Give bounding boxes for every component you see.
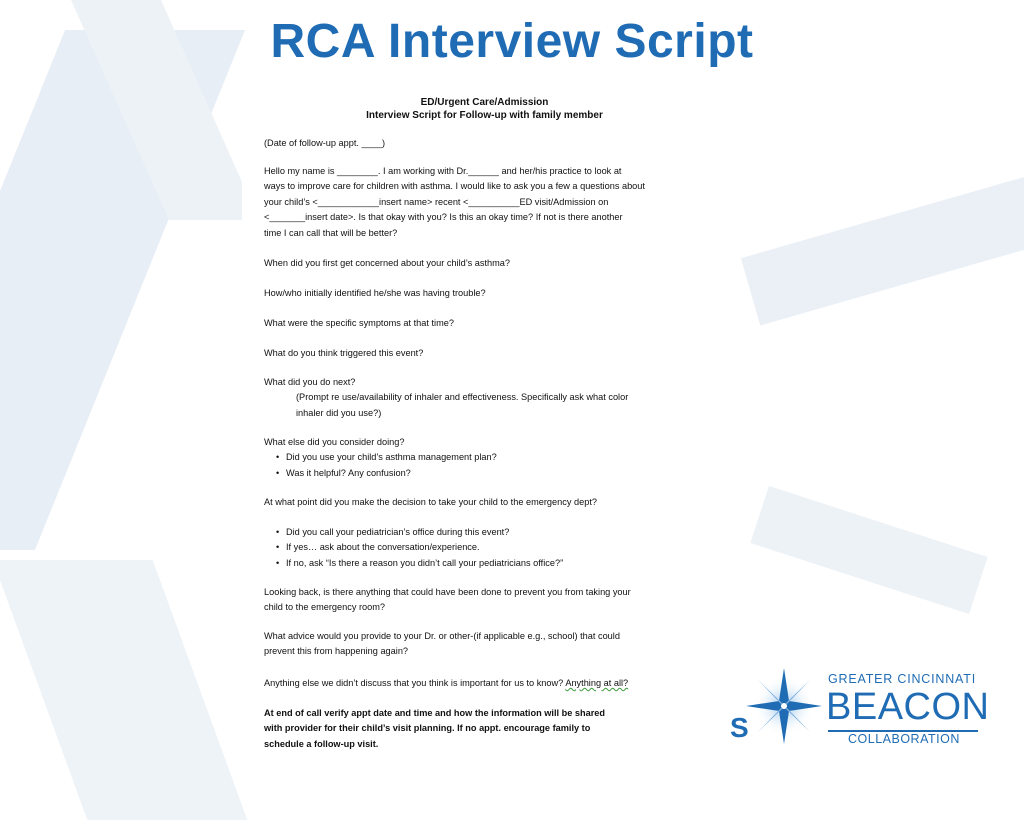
question-2: How/who initially identified he/she was having trouble? <box>264 288 486 298</box>
closing-line: At end of call verify appt date and time and how the information will be shared <box>264 708 606 718</box>
intro-line: time I can call that will be better? <box>264 227 398 238</box>
logo-text-main: BEACON <box>826 686 990 728</box>
bullet-item: • If yes… ask about the conversation/experience. <box>264 540 724 555</box>
bullet-item: • Did you call your pediatrician’s office during this event? <box>264 525 724 540</box>
header-line: Interview Script for Follow-up with family member <box>366 110 603 121</box>
document-image <box>242 92 727 756</box>
question-line: prevent this from happening again? <box>264 646 409 657</box>
question-1: When did you first get concerned about your child’s asthma? <box>264 258 510 268</box>
question-text: Anything else we didn’t discuss that you think is important for us to know? <box>264 678 566 688</box>
question-text: What did you do next? <box>264 377 356 387</box>
header-line: ED/Urgent Care/Admission <box>420 97 549 108</box>
intro-line: your child’s <____________insert name> recent <__________ED visit/Admission on <box>264 196 609 207</box>
question-3: What were the specific symptoms at that time? <box>264 318 454 328</box>
question-line: What advice would you provide to your Dr. or other-(if applicable e.g., school) that could <box>264 631 620 641</box>
date-line: (Date of follow-up appt. ____) <box>264 138 386 148</box>
question-line: child to the emergency room? <box>264 602 386 613</box>
intro-line: Hello my name is ________. I am working with Dr.______ and her/his practice to look at <box>264 166 622 176</box>
question-4: What do you think triggered this event? <box>264 348 424 358</box>
question-7-bullets <box>264 525 724 571</box>
star-compass-icon <box>744 666 824 746</box>
prompt-line: (Prompt re use/availability of inhaler and effectiveness. Specifically ask what color <box>296 392 629 403</box>
logo-text-top: GREATER CINCINNATI <box>828 672 976 686</box>
question-7: At what point did you make the decision to take your child to the emergency dept? <box>264 497 597 507</box>
question-8 <box>264 585 724 616</box>
bullet-item: • Did you use your child’s asthma management plan? <box>264 450 724 465</box>
prompt-line: inhaler did you use?) <box>296 407 382 418</box>
intro-paragraph <box>264 164 724 241</box>
logo-text-bottom: COLLABORATION <box>848 732 960 746</box>
background-shape <box>0 560 247 820</box>
document-header <box>242 96 727 122</box>
slide-title: RCA Interview Script <box>270 15 754 68</box>
intro-line: <_______insert date>. Is that okay with you? Is this an okay time? If not is there another <box>264 212 623 223</box>
question-9 <box>264 629 724 660</box>
background-shape <box>741 164 1024 325</box>
question-tail: Anything at all? <box>565 678 629 688</box>
closing-instructions <box>264 706 724 752</box>
question-6 <box>264 435 724 481</box>
background-shape <box>750 486 987 614</box>
question-5 <box>264 375 724 421</box>
beacon-logo <box>744 666 990 752</box>
bullet-item: • Was it helpful? Any confusion? <box>264 466 724 481</box>
question-line: Looking back, is there anything that could have been done to prevent you from taking your <box>264 587 631 597</box>
closing-line: with provider for their child’s visit planning. If no appt. encourage family to <box>264 723 591 734</box>
bullet-item: • If no, ask “Is there a reason you didn’t call your pediatricians office?” <box>264 556 724 571</box>
question-text: What else did you consider doing? <box>264 437 405 447</box>
slide-text-fragment: S <box>730 712 749 743</box>
closing-line: schedule a follow-up visit. <box>264 738 379 749</box>
intro-line: ways to improve care for children with asthma. I would like to ask you a few a questions about <box>264 181 645 192</box>
question-10 <box>264 676 724 691</box>
